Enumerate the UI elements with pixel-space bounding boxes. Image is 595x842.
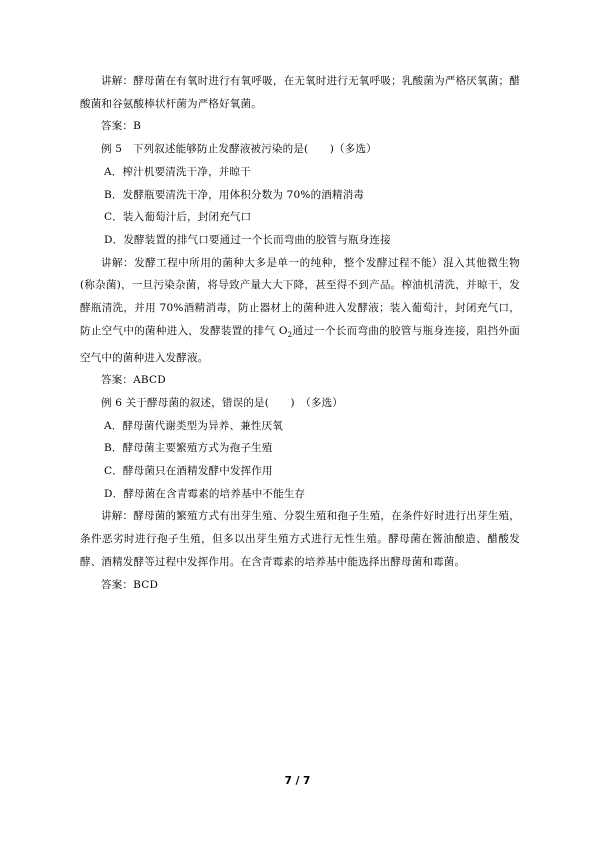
example-6-option-b: B．酵母菌主要繁殖方式为孢子生殖 [104, 442, 273, 455]
example-5-answer: 答案：ABCD [101, 374, 166, 387]
explanation-yeast-respiration: 讲解：酵母菌在有氧时进行有氧呼吸，在无氧时进行无氧呼吸；乳酸菌为严格厌氧菌；醋酸菌和谷氨酸棒状杆菌为严格好氧菌。 [80, 75, 520, 110]
example-6-question: 例 6 关于酵母菌的叙述，错误的是( ) （多选） [101, 396, 343, 409]
example-5-explanation-subscript: 2 [287, 330, 293, 339]
example-5-option-b: B．发酵瓶要清洗干净，用体积分数为 70%的酒精消毒 [104, 188, 365, 201]
example-5-explanation-part2: 通过一个长而弯曲的胶管与瓶身连接，阻挡外面空气中的菌种进入发酵液。 [80, 324, 520, 364]
page-number: 7 / 7 [284, 775, 311, 787]
example-5-question: 例 5 下列叙述能够防止发酵液被污染的是( )（多选） [101, 143, 377, 156]
example-5-option-a: A．榨汁机要清洗干净，并晾干 [104, 165, 251, 178]
example-5-option-d: D．发酵装置的排气口要通过一个长而弯曲的胶管与瓶身连接 [104, 233, 391, 246]
example-6-option-a: A．酵母菌代谢类型为异养、兼性厌氧 [104, 419, 283, 432]
example-5-explanation-part1: 讲解：发酵工程中所用的菌种大多是单一的纯种，整个发酵过程不能）混入其他微生物(称杂菌)，一旦污染杂菌，将导致产量大大下降，甚至得不到产品。榨油机清洗，并晾干，发酵瓶清洗，并用 70%酒精消毒，防止器材上的菌种进入发酵液；装入葡萄汁，封闭充气口，防止空气中的菌种进入，发酵装置的排气 O [80, 256, 520, 337]
example-5-explanation [80, 252, 520, 370]
example-6-option-c: C．酵母菌只在酒精发酵中发挥作用 [104, 465, 273, 478]
example-6-explanation: 讲解：酵母菌的繁殖方式有出芽生殖、分裂生殖和孢子生殖，在条件好时进行出芽生殖，条件恶劣时进行孢子生殖，但多以出芽生殖方式进行无性生殖。酵母菌在酱油酿造、醋酸发酵、酒精发酵等过程中发挥作用。在含青霉素的培养基中能选择出酵母菌和霉菌。 [80, 510, 520, 568]
page-content [80, 70, 520, 596]
example-5-option-c: C．装入葡萄汁后，封闭充气口 [104, 211, 252, 224]
answer-1: 答案：B [101, 120, 142, 133]
example-6-answer: 答案：BCD [101, 578, 159, 591]
example-6-option-d: D．酵母菌在含青霉素的培养基中不能生存 [104, 487, 306, 500]
